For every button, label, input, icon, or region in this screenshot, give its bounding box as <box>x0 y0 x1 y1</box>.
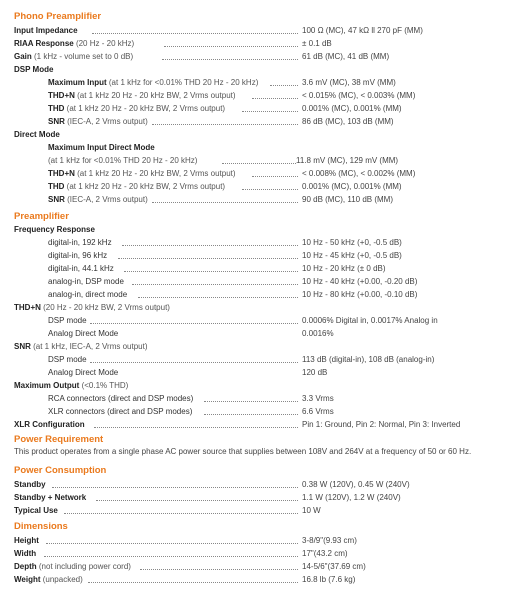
spec-row-direct-thd <box>0 183 510 194</box>
spec-row-standby-network <box>0 494 510 505</box>
spec-note: (IEC-A, 2 Vrms output) <box>64 195 148 204</box>
spec-note: (at 1 kHz 20 Hz - 20 kHz BW, 2 Vrms output) <box>64 104 226 113</box>
spec-note: (at 1 kHz 20 Hz - 20 kHz BW, 2 Vrms output) <box>64 182 226 191</box>
spec-row-dsp-snr <box>0 118 510 129</box>
subhead-thdn <box>0 304 510 315</box>
spec-value: 0.38 W (120V), 0.45 W (240V) <box>302 480 410 489</box>
spec-label: Typical Use <box>14 506 58 515</box>
spec-label: XLR Configuration <box>14 420 85 429</box>
leader-dots <box>152 202 298 203</box>
spec-label: THD+N <box>48 169 75 178</box>
subhead-max-input-direct <box>0 144 510 155</box>
spec-note: (<0.1% THD) <box>79 381 129 390</box>
spec-value: 90 dB (MC), 110 dB (MM) <box>302 195 393 204</box>
spec-row-standby <box>0 481 510 492</box>
spec-value: 0.001% (MC), 0.001% (MM) <box>302 104 402 113</box>
leader-dots <box>138 297 298 298</box>
leader-dots <box>96 500 298 501</box>
spec-label: Standby + Network <box>14 493 87 502</box>
spec-value: 14-5/6"(37.69 cm) <box>302 562 366 571</box>
spec-value: 61 dB (MC), 41 dB (MM) <box>302 52 390 61</box>
leader-dots <box>252 176 298 177</box>
leader-dots <box>204 414 298 415</box>
power-requirement-text: This product operates from a single phase AC power source that supplies between 108V and 264V at a frequency of 50 or 60 Hz. <box>14 447 472 456</box>
leader-dots <box>132 284 298 285</box>
spec-label: XLR connectors (direct and DSP modes) <box>48 407 193 416</box>
spec-value: 10 Hz - 45 kHz (+0, -0.5 dB) <box>302 251 402 260</box>
spec-value: 0.001% (MC), 0.001% (MM) <box>302 182 402 191</box>
leader-dots <box>242 111 298 112</box>
spec-note: (at 1 kHz 20 Hz - 20 kHz BW, 2 Vrms output) <box>74 169 236 178</box>
section-title-dimensions: Dimensions <box>14 521 68 532</box>
subhead-max-output <box>0 382 510 393</box>
subhead-direct-mode <box>0 131 510 142</box>
spec-label: Maximum Output <box>14 381 80 390</box>
section-title-preamp: Preamplifier <box>14 211 69 222</box>
spec-label: Maximum Input <box>48 78 107 87</box>
subhead-dsp-mode <box>0 66 510 77</box>
spec-value: 10 W <box>302 506 321 515</box>
leader-dots <box>252 98 298 99</box>
spec-value: 10 Hz - 20 kHz (± 0 dB) <box>302 264 386 273</box>
spec-row-thdn-dsp <box>0 317 510 328</box>
spec-value: 10 Hz - 80 kHz (+0.00, -0.10 dB) <box>302 290 418 299</box>
leader-dots <box>124 271 298 272</box>
spec-label: THD+N <box>48 91 75 100</box>
spec-label: Input Impedance <box>14 26 78 35</box>
spec-label: Weight <box>14 575 41 584</box>
spec-value: 113 dB (digital-in), 108 dB (analog-in) <box>302 355 435 364</box>
spec-row-riaa <box>0 40 510 51</box>
spec-value: 3.6 mV (MC), 38 mV (MM) <box>302 78 396 87</box>
spec-row-fr-analog-dsp <box>0 278 510 289</box>
leader-dots <box>118 258 298 259</box>
spec-value: < 0.008% (MC), < 0.002% (MM) <box>302 169 416 178</box>
section-title-phono: Phono Preamplifier <box>14 11 102 22</box>
spec-row-fr-44 <box>0 265 510 276</box>
spec-label: SNR <box>14 342 31 351</box>
spec-row-typical-use <box>0 507 510 518</box>
spec-label: Height <box>14 536 39 545</box>
spec-row-direct-thdn <box>0 170 510 181</box>
spec-label: SNR <box>48 195 65 204</box>
subhead-frequency-response <box>0 226 510 237</box>
spec-label: THD <box>48 182 65 191</box>
spec-row-xlr <box>0 408 510 419</box>
leader-dots <box>44 556 298 557</box>
spec-note: (at 1 kHz, IEC-A, 2 Vrms output) <box>30 342 148 351</box>
spec-label: analog-in, DSP mode <box>48 277 124 286</box>
spec-value: 86 dB (MC), 103 dB (MM) <box>302 117 394 126</box>
spec-row-weight <box>0 576 510 587</box>
spec-value: 3-8/9"(9.93 cm) <box>302 536 357 545</box>
spec-value: ± 0.1 dB <box>302 39 332 48</box>
leader-dots <box>270 85 298 86</box>
spec-label: digital-in, 192 kHz <box>48 238 112 247</box>
spec-row-snr-dsp <box>0 356 510 367</box>
leader-dots <box>46 543 298 544</box>
spec-value: 0.0006% Digital in, 0.0017% Analog in <box>302 316 438 325</box>
spec-row-xlr-config <box>0 421 510 432</box>
spec-note: (at 1 kHz 20 Hz - 20 kHz BW, 2 Vrms output) <box>74 91 236 100</box>
spec-label: DSP mode <box>48 355 87 364</box>
spec-value: 3.3 Vrms <box>302 394 334 403</box>
subhead-snr <box>0 343 510 354</box>
spec-value: 11.8 mV (MC), 129 mV (MM) <box>296 156 399 165</box>
spec-row-height <box>0 537 510 548</box>
spec-note: (20 Hz - 20 kHz BW, 2 Vrms output) <box>40 303 170 312</box>
spec-label: DSP mode <box>48 316 87 325</box>
spec-label: Standby <box>14 480 46 489</box>
spec-row-width <box>0 550 510 561</box>
leader-dots <box>90 323 298 324</box>
leader-dots <box>164 46 298 47</box>
spec-note: (unpacked) <box>40 575 83 584</box>
spec-value: 0.0016% <box>302 329 334 338</box>
spec-value: 100 Ω (MC), 47 kΩ ll 270 pF (MM) <box>302 26 423 35</box>
spec-label: THD <box>48 104 65 113</box>
leader-dots <box>152 124 298 125</box>
spec-row-input-impedance <box>0 27 510 38</box>
leader-dots <box>140 569 298 570</box>
leader-dots <box>162 59 298 60</box>
spec-row-dsp-max-input <box>0 79 510 90</box>
spec-value: 16.8 lb (7.6 kg) <box>302 575 356 584</box>
leader-dots <box>92 33 298 34</box>
spec-label: Analog Direct Mode <box>48 329 119 338</box>
spec-row-direct-max-input <box>0 157 510 168</box>
spec-label: Direct Mode <box>14 130 60 139</box>
spec-note: (not including power cord) <box>36 562 131 571</box>
spec-value: 17"(43.2 cm) <box>302 549 348 558</box>
spec-label: RCA connectors (direct and DSP modes) <box>48 394 194 403</box>
spec-label: digital-in, 44.1 kHz <box>48 264 114 273</box>
spec-value: < 0.015% (MC), < 0.003% (MM) <box>302 91 416 100</box>
spec-row-thdn-analog-direct <box>0 330 510 341</box>
spec-label: analog-in, direct mode <box>48 290 128 299</box>
leader-dots <box>242 189 298 190</box>
leader-dots <box>64 513 298 514</box>
leader-dots <box>88 582 298 583</box>
spec-row-dsp-thdn <box>0 92 510 103</box>
spec-label: Width <box>14 549 37 558</box>
spec-value: 1.1 W (120V), 1.2 W (240V) <box>302 493 401 502</box>
spec-row-rca <box>0 395 510 406</box>
spec-label: RIAA Response <box>14 39 74 48</box>
leader-dots <box>90 362 298 363</box>
spec-value: Pin 1: Ground, Pin 2: Normal, Pin 3: Inverted <box>302 420 461 429</box>
section-title-power-consumption: Power Consumption <box>14 465 107 476</box>
spec-label: Depth <box>14 562 37 571</box>
spec-value: 10 Hz - 40 kHz (+0.00, -0.20 dB) <box>302 277 418 286</box>
spec-label: Gain <box>14 52 32 61</box>
spec-label: THD+N <box>14 303 41 312</box>
spec-row-fr-analog-direct <box>0 291 510 302</box>
spec-note: (20 Hz - 20 kHz) <box>73 39 135 48</box>
leader-dots <box>204 401 298 402</box>
spec-note: (at 1 kHz for <0.01% THD 20 Hz - 20 kHz) <box>48 156 198 165</box>
spec-row-direct-snr <box>0 196 510 207</box>
spec-label: Frequency Response <box>14 225 95 234</box>
section-title-power-requirement: Power Requirement <box>14 434 104 445</box>
spec-label: digital-in, 96 kHz <box>48 251 108 260</box>
spec-label: Maximum Input Direct Mode <box>48 143 155 152</box>
spec-label: DSP Mode <box>14 65 54 74</box>
leader-dots <box>222 163 296 164</box>
spec-value: 10 Hz - 50 kHz (+0, -0.5 dB) <box>302 238 402 247</box>
spec-row-fr-96 <box>0 252 510 263</box>
spec-note: (IEC-A, 2 Vrms output) <box>64 117 148 126</box>
spec-row-gain <box>0 53 510 64</box>
spec-row-snr-analog-direct <box>0 369 510 380</box>
spec-value: 6.6 Vrms <box>302 407 334 416</box>
leader-dots <box>94 427 298 428</box>
leader-dots <box>122 245 298 246</box>
spec-note: (at 1 kHz for <0.01% THD 20 Hz - 20 kHz) <box>106 78 259 87</box>
spec-value: 120 dB <box>302 368 328 377</box>
spec-note: (1 kHz - volume set to 0 dB) <box>31 52 134 61</box>
spec-row-fr-192 <box>0 239 510 250</box>
spec-row-dsp-thd <box>0 105 510 116</box>
leader-dots <box>52 487 298 488</box>
spec-label: SNR <box>48 117 65 126</box>
spec-label: Analog Direct Mode <box>48 368 119 377</box>
spec-row-depth <box>0 563 510 574</box>
